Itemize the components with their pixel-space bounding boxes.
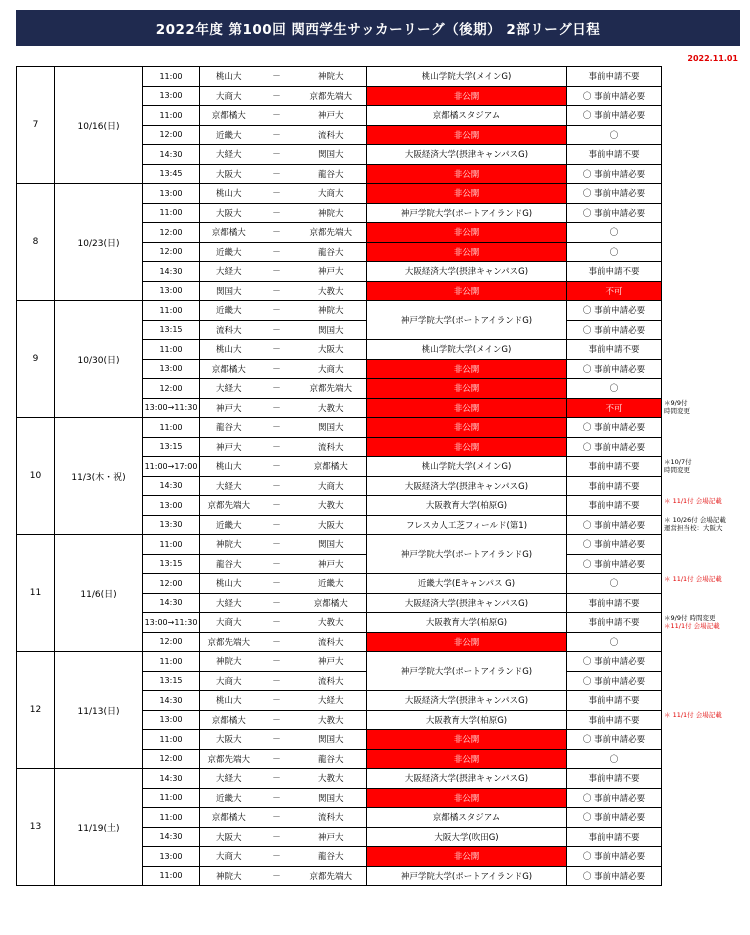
kickoff-time: 13:15 [143, 320, 200, 340]
spectator-status: 〇 事前申請必要 [567, 106, 662, 126]
home-team: 近畿大 [200, 125, 258, 145]
versus-dash: － [258, 593, 296, 613]
away-team: 京都先端大 [296, 866, 367, 886]
away-team: 神院大 [296, 301, 367, 321]
round-number: 7 [17, 67, 55, 184]
home-team: 龍谷大 [200, 554, 258, 574]
home-team: 京都先端大 [200, 496, 258, 516]
schedule-note [664, 458, 750, 474]
home-team: 神戸大 [200, 398, 258, 418]
venue-private: 非公開 [367, 632, 567, 652]
versus-dash: － [258, 827, 296, 847]
match-row [17, 67, 662, 87]
round-number: 10 [17, 418, 55, 535]
home-team: 大経大 [200, 262, 258, 282]
home-team: 近畿大 [200, 515, 258, 535]
venue-private: 非公開 [367, 418, 567, 438]
versus-dash: － [258, 223, 296, 243]
versus-dash: － [258, 301, 296, 321]
kickoff-time: 13:00 [143, 710, 200, 730]
versus-dash: － [258, 262, 296, 282]
versus-dash: － [258, 203, 296, 223]
versus-dash: － [258, 398, 296, 418]
venue-name: 神戸学院大学(ポートアイランドG) [367, 652, 567, 691]
round-number: 11 [17, 535, 55, 652]
away-team: 神戸大 [296, 262, 367, 282]
versus-dash: － [258, 476, 296, 496]
spectator-status: 〇 事前申請必要 [567, 301, 662, 321]
home-team: 大経大 [200, 145, 258, 165]
spectator-status: 事前申請不要 [567, 457, 662, 477]
versus-dash: － [258, 652, 296, 672]
kickoff-time: 14:30 [143, 827, 200, 847]
home-team: 近畿大 [200, 301, 258, 321]
venue-private: 非公開 [367, 437, 567, 457]
away-team: 神戸大 [296, 652, 367, 672]
home-team: 神院大 [200, 535, 258, 555]
venue-name: 桃山学院大学(メインG) [367, 457, 567, 477]
versus-dash: － [258, 164, 296, 184]
versus-dash: － [258, 281, 296, 301]
spectator-status: 〇 事前申請必要 [567, 86, 662, 106]
note-line: ＊ 11/1付 会場記載 [664, 574, 722, 583]
home-team: 大阪大 [200, 164, 258, 184]
home-team: 大阪大 [200, 730, 258, 750]
round-date: 11/19(土) [55, 769, 143, 886]
spectator-status: 事前申請不要 [567, 613, 662, 633]
versus-dash: － [258, 866, 296, 886]
venue-private: 非公開 [367, 359, 567, 379]
schedule-note [664, 711, 750, 719]
versus-dash: － [258, 613, 296, 633]
versus-dash: － [258, 496, 296, 516]
spectator-status: 事前申請不要 [567, 262, 662, 282]
venue-private: 非公開 [367, 125, 567, 145]
away-team: 大阪大 [296, 515, 367, 535]
versus-dash: － [258, 145, 296, 165]
home-team: 京都橘大 [200, 359, 258, 379]
away-team: 流科大 [296, 437, 367, 457]
kickoff-time: 11:00 [143, 808, 200, 828]
away-team: 関国大 [296, 320, 367, 340]
venue-private: 非公開 [367, 730, 567, 750]
kickoff-time: 11:00 [143, 67, 200, 87]
away-team: 京都先端大 [296, 379, 367, 399]
versus-dash: － [258, 788, 296, 808]
venue-name: 大阪経済大学(摂津キャンパスG) [367, 145, 567, 165]
away-team: 龍谷大 [296, 847, 367, 867]
kickoff-time: 11:00→17:00 [143, 457, 200, 477]
away-team: 流科大 [296, 632, 367, 652]
home-team: 大経大 [200, 593, 258, 613]
spectator-status: 〇 事前申請必要 [567, 418, 662, 438]
round-date: 11/6(日) [55, 535, 143, 652]
away-team: 関国大 [296, 730, 367, 750]
home-team: 神院大 [200, 652, 258, 672]
home-team: 大経大 [200, 769, 258, 789]
spectator-status: 事前申請不要 [567, 593, 662, 613]
kickoff-time: 13:00 [143, 184, 200, 204]
venue-private: 非公開 [367, 242, 567, 262]
home-team: 龍谷大 [200, 418, 258, 438]
kickoff-time: 13:15 [143, 437, 200, 457]
away-team: 神戸大 [296, 827, 367, 847]
home-team: 桃山大 [200, 574, 258, 594]
away-team: 流科大 [296, 671, 367, 691]
note-line: ＊ 11/1付 会場記載 [664, 711, 722, 719]
spectator-status: 〇 事前申請必要 [567, 788, 662, 808]
home-team: 桃山大 [200, 457, 258, 477]
kickoff-time: 13:00 [143, 359, 200, 379]
away-team: 関国大 [296, 788, 367, 808]
spectator-status: 事前申請不要 [567, 67, 662, 87]
away-team: 大商大 [296, 476, 367, 496]
kickoff-time: 11:00 [143, 340, 200, 360]
round-number: 13 [17, 769, 55, 886]
venue-name: 桃山学院大学(メインG) [367, 67, 567, 87]
venue-name: 神戸学院大学(ポートアイランドG) [367, 203, 567, 223]
away-team: 大商大 [296, 359, 367, 379]
away-team: 近畿大 [296, 574, 367, 594]
versus-dash: － [258, 710, 296, 730]
home-team: 桃山大 [200, 691, 258, 711]
spectator-status: 〇 事前申請必要 [567, 652, 662, 672]
away-team: 京都橘大 [296, 593, 367, 613]
document-date: 2022.11.01 [687, 54, 738, 63]
versus-dash: － [258, 320, 296, 340]
venue-name: 大阪経済大学(摂津キャンパスG) [367, 476, 567, 496]
home-team: 京都先端大 [200, 749, 258, 769]
spectator-status: 〇 事前申請必要 [567, 437, 662, 457]
home-team: 神院大 [200, 866, 258, 886]
spectator-status: 〇 [567, 574, 662, 594]
kickoff-time: 12:00 [143, 242, 200, 262]
spectator-status: 事前申請不要 [567, 710, 662, 730]
spectator-status: 事前申請不要 [567, 476, 662, 496]
home-team: 大商大 [200, 86, 258, 106]
away-team: 関国大 [296, 418, 367, 438]
home-team: 京都先端大 [200, 632, 258, 652]
spectator-status: 〇 [567, 749, 662, 769]
home-team: 桃山大 [200, 184, 258, 204]
home-team: 京都橘大 [200, 106, 258, 126]
match-row [17, 184, 662, 204]
kickoff-time: 13:00→11:30 [143, 398, 200, 418]
spectator-status: 〇 事前申請必要 [567, 535, 662, 555]
home-team: 桃山大 [200, 67, 258, 87]
note-line: 時間変更 [664, 465, 690, 474]
venue-name: 神戸学院大学(ポートアイランドG) [367, 535, 567, 574]
venue-name: 大阪教育大学(柏原G) [367, 496, 567, 516]
spectator-status: 〇 [567, 223, 662, 243]
note-line: 時間変更 [664, 407, 690, 415]
spectator-status: 事前申請不要 [567, 145, 662, 165]
round-date: 11/13(日) [55, 652, 143, 769]
spectator-status: 〇 事前申請必要 [567, 320, 662, 340]
venue-private: 非公開 [367, 749, 567, 769]
venue-private: 非公開 [367, 223, 567, 243]
venue-private: 非公開 [367, 184, 567, 204]
venue-name: 大阪経済大学(摂津キャンパスG) [367, 691, 567, 711]
versus-dash: － [258, 457, 296, 477]
kickoff-time: 14:30 [143, 593, 200, 613]
home-team: 大経大 [200, 476, 258, 496]
schedule-table [16, 66, 662, 886]
kickoff-time: 11:00 [143, 652, 200, 672]
versus-dash: － [258, 125, 296, 145]
kickoff-time: 14:30 [143, 691, 200, 711]
versus-dash: － [258, 691, 296, 711]
versus-dash: － [258, 242, 296, 262]
spectator-status: 〇 事前申請必要 [567, 515, 662, 535]
schedule-note [664, 614, 750, 630]
home-team: 大商大 [200, 671, 258, 691]
round-date: 10/30(日) [55, 301, 143, 418]
venue-name: 大阪教育大学(柏原G) [367, 710, 567, 730]
versus-dash: － [258, 554, 296, 574]
kickoff-time: 12:00 [143, 223, 200, 243]
round-date: 10/16(日) [55, 67, 143, 184]
note-line: ＊9/9付 [664, 399, 688, 407]
kickoff-time: 13:15 [143, 554, 200, 574]
kickoff-time: 13:45 [143, 164, 200, 184]
versus-dash: － [258, 67, 296, 87]
spectator-status: 〇 事前申請必要 [567, 730, 662, 750]
kickoff-time: 12:00 [143, 749, 200, 769]
venue-name: 京都橘スタジアム [367, 808, 567, 828]
kickoff-time: 11:00 [143, 730, 200, 750]
venue-name: 神戸学院大学(ポートアイランドG) [367, 866, 567, 886]
spectator-status: 〇 事前申請必要 [567, 847, 662, 867]
away-team: 関国大 [296, 145, 367, 165]
home-team: 神戸大 [200, 437, 258, 457]
round-number: 12 [17, 652, 55, 769]
schedule-note [664, 497, 750, 505]
kickoff-time: 12:00 [143, 125, 200, 145]
away-team: 龍谷大 [296, 749, 367, 769]
venue-name: 近畿大学(Eキャンパス G) [367, 574, 567, 594]
note-line: ＊10/7付 [664, 457, 692, 466]
venue-name: 大阪大学(吹田G) [367, 827, 567, 847]
away-team: 京都先端大 [296, 223, 367, 243]
away-team: 大教大 [296, 398, 367, 418]
kickoff-time: 13:30 [143, 515, 200, 535]
spectator-status: 〇 事前申請必要 [567, 164, 662, 184]
kickoff-time: 14:30 [143, 145, 200, 165]
home-team: 近畿大 [200, 788, 258, 808]
versus-dash: － [258, 535, 296, 555]
round-date: 11/3(木・祝) [55, 418, 143, 535]
round-number: 8 [17, 184, 55, 301]
spectator-status: 不可 [567, 281, 662, 301]
kickoff-time: 13:00 [143, 847, 200, 867]
venue-private: 非公開 [367, 86, 567, 106]
versus-dash: － [258, 86, 296, 106]
kickoff-time: 11:00 [143, 106, 200, 126]
spectator-status: 〇 事前申請必要 [567, 671, 662, 691]
kickoff-time: 13:15 [143, 671, 200, 691]
match-row [17, 535, 662, 555]
away-team: 関国大 [296, 535, 367, 555]
away-team: 大教大 [296, 769, 367, 789]
spectator-status: 事前申請不要 [567, 496, 662, 516]
versus-dash: － [258, 515, 296, 535]
kickoff-time: 11:00 [143, 203, 200, 223]
away-team: 京都橘大 [296, 457, 367, 477]
venue-name: 桃山学院大学(メインG) [367, 340, 567, 360]
versus-dash: － [258, 437, 296, 457]
note-line: ＊ 10/26付 会場記載 [664, 516, 726, 524]
home-team: 京都橘大 [200, 223, 258, 243]
note-line: ＊ 11/1付 会場記載 [664, 496, 722, 505]
home-team: 大経大 [200, 379, 258, 399]
versus-dash: － [258, 184, 296, 204]
versus-dash: － [258, 418, 296, 438]
venue-private: 非公開 [367, 379, 567, 399]
kickoff-time: 12:00 [143, 574, 200, 594]
home-team: 近畿大 [200, 242, 258, 262]
versus-dash: － [258, 632, 296, 652]
spectator-status: 事前申請不要 [567, 769, 662, 789]
versus-dash: － [258, 730, 296, 750]
away-team: 流科大 [296, 808, 367, 828]
versus-dash: － [258, 359, 296, 379]
versus-dash: － [258, 749, 296, 769]
kickoff-time: 11:00 [143, 418, 200, 438]
spectator-status: 事前申請不要 [567, 827, 662, 847]
kickoff-time: 11:00 [143, 301, 200, 321]
versus-dash: － [258, 808, 296, 828]
away-team: 大教大 [296, 613, 367, 633]
away-team: 大商大 [296, 184, 367, 204]
venue-name: 大阪経済大学(摂津キャンパスG) [367, 262, 567, 282]
note-line: 運営担当校：大阪大 [664, 524, 723, 532]
home-team: 大阪大 [200, 827, 258, 847]
home-team: 大阪大 [200, 203, 258, 223]
schedule-note [664, 575, 750, 583]
kickoff-time: 14:30 [143, 769, 200, 789]
spectator-status: 〇 [567, 379, 662, 399]
away-team: 神院大 [296, 203, 367, 223]
away-team: 大経大 [296, 691, 367, 711]
page-title: 2022年度 第100回 関西学生サッカーリーグ（後期） 2部リーグ日程 [16, 10, 740, 46]
spectator-status: 〇 事前申請必要 [567, 203, 662, 223]
kickoff-time: 13:00 [143, 496, 200, 516]
away-team: 大阪大 [296, 340, 367, 360]
home-team: 大商大 [200, 847, 258, 867]
versus-dash: － [258, 106, 296, 126]
venue-private: 非公開 [367, 398, 567, 418]
round-date: 10/23(日) [55, 184, 143, 301]
venue-name: 大阪教育大学(柏原G) [367, 613, 567, 633]
schedule-note [664, 399, 750, 415]
kickoff-time: 13:00 [143, 86, 200, 106]
venue-private: 非公開 [367, 281, 567, 301]
kickoff-time: 11:00 [143, 866, 200, 886]
home-team: 関国大 [200, 281, 258, 301]
home-team: 京都橘大 [200, 808, 258, 828]
spectator-status: 〇 [567, 125, 662, 145]
round-number: 9 [17, 301, 55, 418]
match-row [17, 418, 662, 438]
away-team: 龍谷大 [296, 242, 367, 262]
spectator-status: 事前申請不要 [567, 691, 662, 711]
kickoff-time: 13:00→11:30 [143, 613, 200, 633]
match-row [17, 301, 662, 321]
venue-private: 非公開 [367, 788, 567, 808]
away-team: 神戸大 [296, 554, 367, 574]
away-team: 流科大 [296, 125, 367, 145]
away-team: 大教大 [296, 281, 367, 301]
away-team: 京都先端大 [296, 86, 367, 106]
spectator-status: 〇 事前申請必要 [567, 808, 662, 828]
spectator-status: 不可 [567, 398, 662, 418]
spectator-status: 〇 事前申請必要 [567, 359, 662, 379]
away-team: 神戸大 [296, 106, 367, 126]
home-team: 桃山大 [200, 340, 258, 360]
home-team: 京都橘大 [200, 710, 258, 730]
away-team: 龍谷大 [296, 164, 367, 184]
match-row [17, 652, 662, 672]
venue-private: 非公開 [367, 164, 567, 184]
kickoff-time: 11:00 [143, 535, 200, 555]
spectator-status: 〇 事前申請必要 [567, 554, 662, 574]
versus-dash: － [258, 769, 296, 789]
versus-dash: － [258, 574, 296, 594]
versus-dash: － [258, 671, 296, 691]
versus-dash: － [258, 847, 296, 867]
kickoff-time: 14:30 [143, 262, 200, 282]
note-line: ＊11/1付 会場記載 [664, 621, 720, 630]
spectator-status: 〇 [567, 632, 662, 652]
away-team: 神院大 [296, 67, 367, 87]
kickoff-time: 12:00 [143, 632, 200, 652]
venue-name: フレスカ人工芝フィールド(第1) [367, 515, 567, 535]
away-team: 大教大 [296, 710, 367, 730]
note-line: ＊9/9付 時間変更 [664, 613, 716, 622]
home-team: 大商大 [200, 613, 258, 633]
home-team: 流科大 [200, 320, 258, 340]
venue-name: 大阪経済大学(摂津キャンパスG) [367, 769, 567, 789]
versus-dash: － [258, 379, 296, 399]
schedule-note [664, 516, 750, 532]
spectator-status: 〇 事前申請必要 [567, 184, 662, 204]
away-team: 大教大 [296, 496, 367, 516]
venue-private: 非公開 [367, 847, 567, 867]
kickoff-time: 14:30 [143, 476, 200, 496]
venue-name: 神戸学院大学(ポートアイランドG) [367, 301, 567, 340]
spectator-status: 〇 事前申請必要 [567, 866, 662, 886]
kickoff-time: 11:00 [143, 788, 200, 808]
versus-dash: － [258, 340, 296, 360]
match-row [17, 769, 662, 789]
kickoff-time: 13:00 [143, 281, 200, 301]
venue-name: 京都橘スタジアム [367, 106, 567, 126]
spectator-status: 事前申請不要 [567, 340, 662, 360]
spectator-status: 〇 [567, 242, 662, 262]
venue-name: 大阪経済大学(摂津キャンパスG) [367, 593, 567, 613]
kickoff-time: 12:00 [143, 379, 200, 399]
